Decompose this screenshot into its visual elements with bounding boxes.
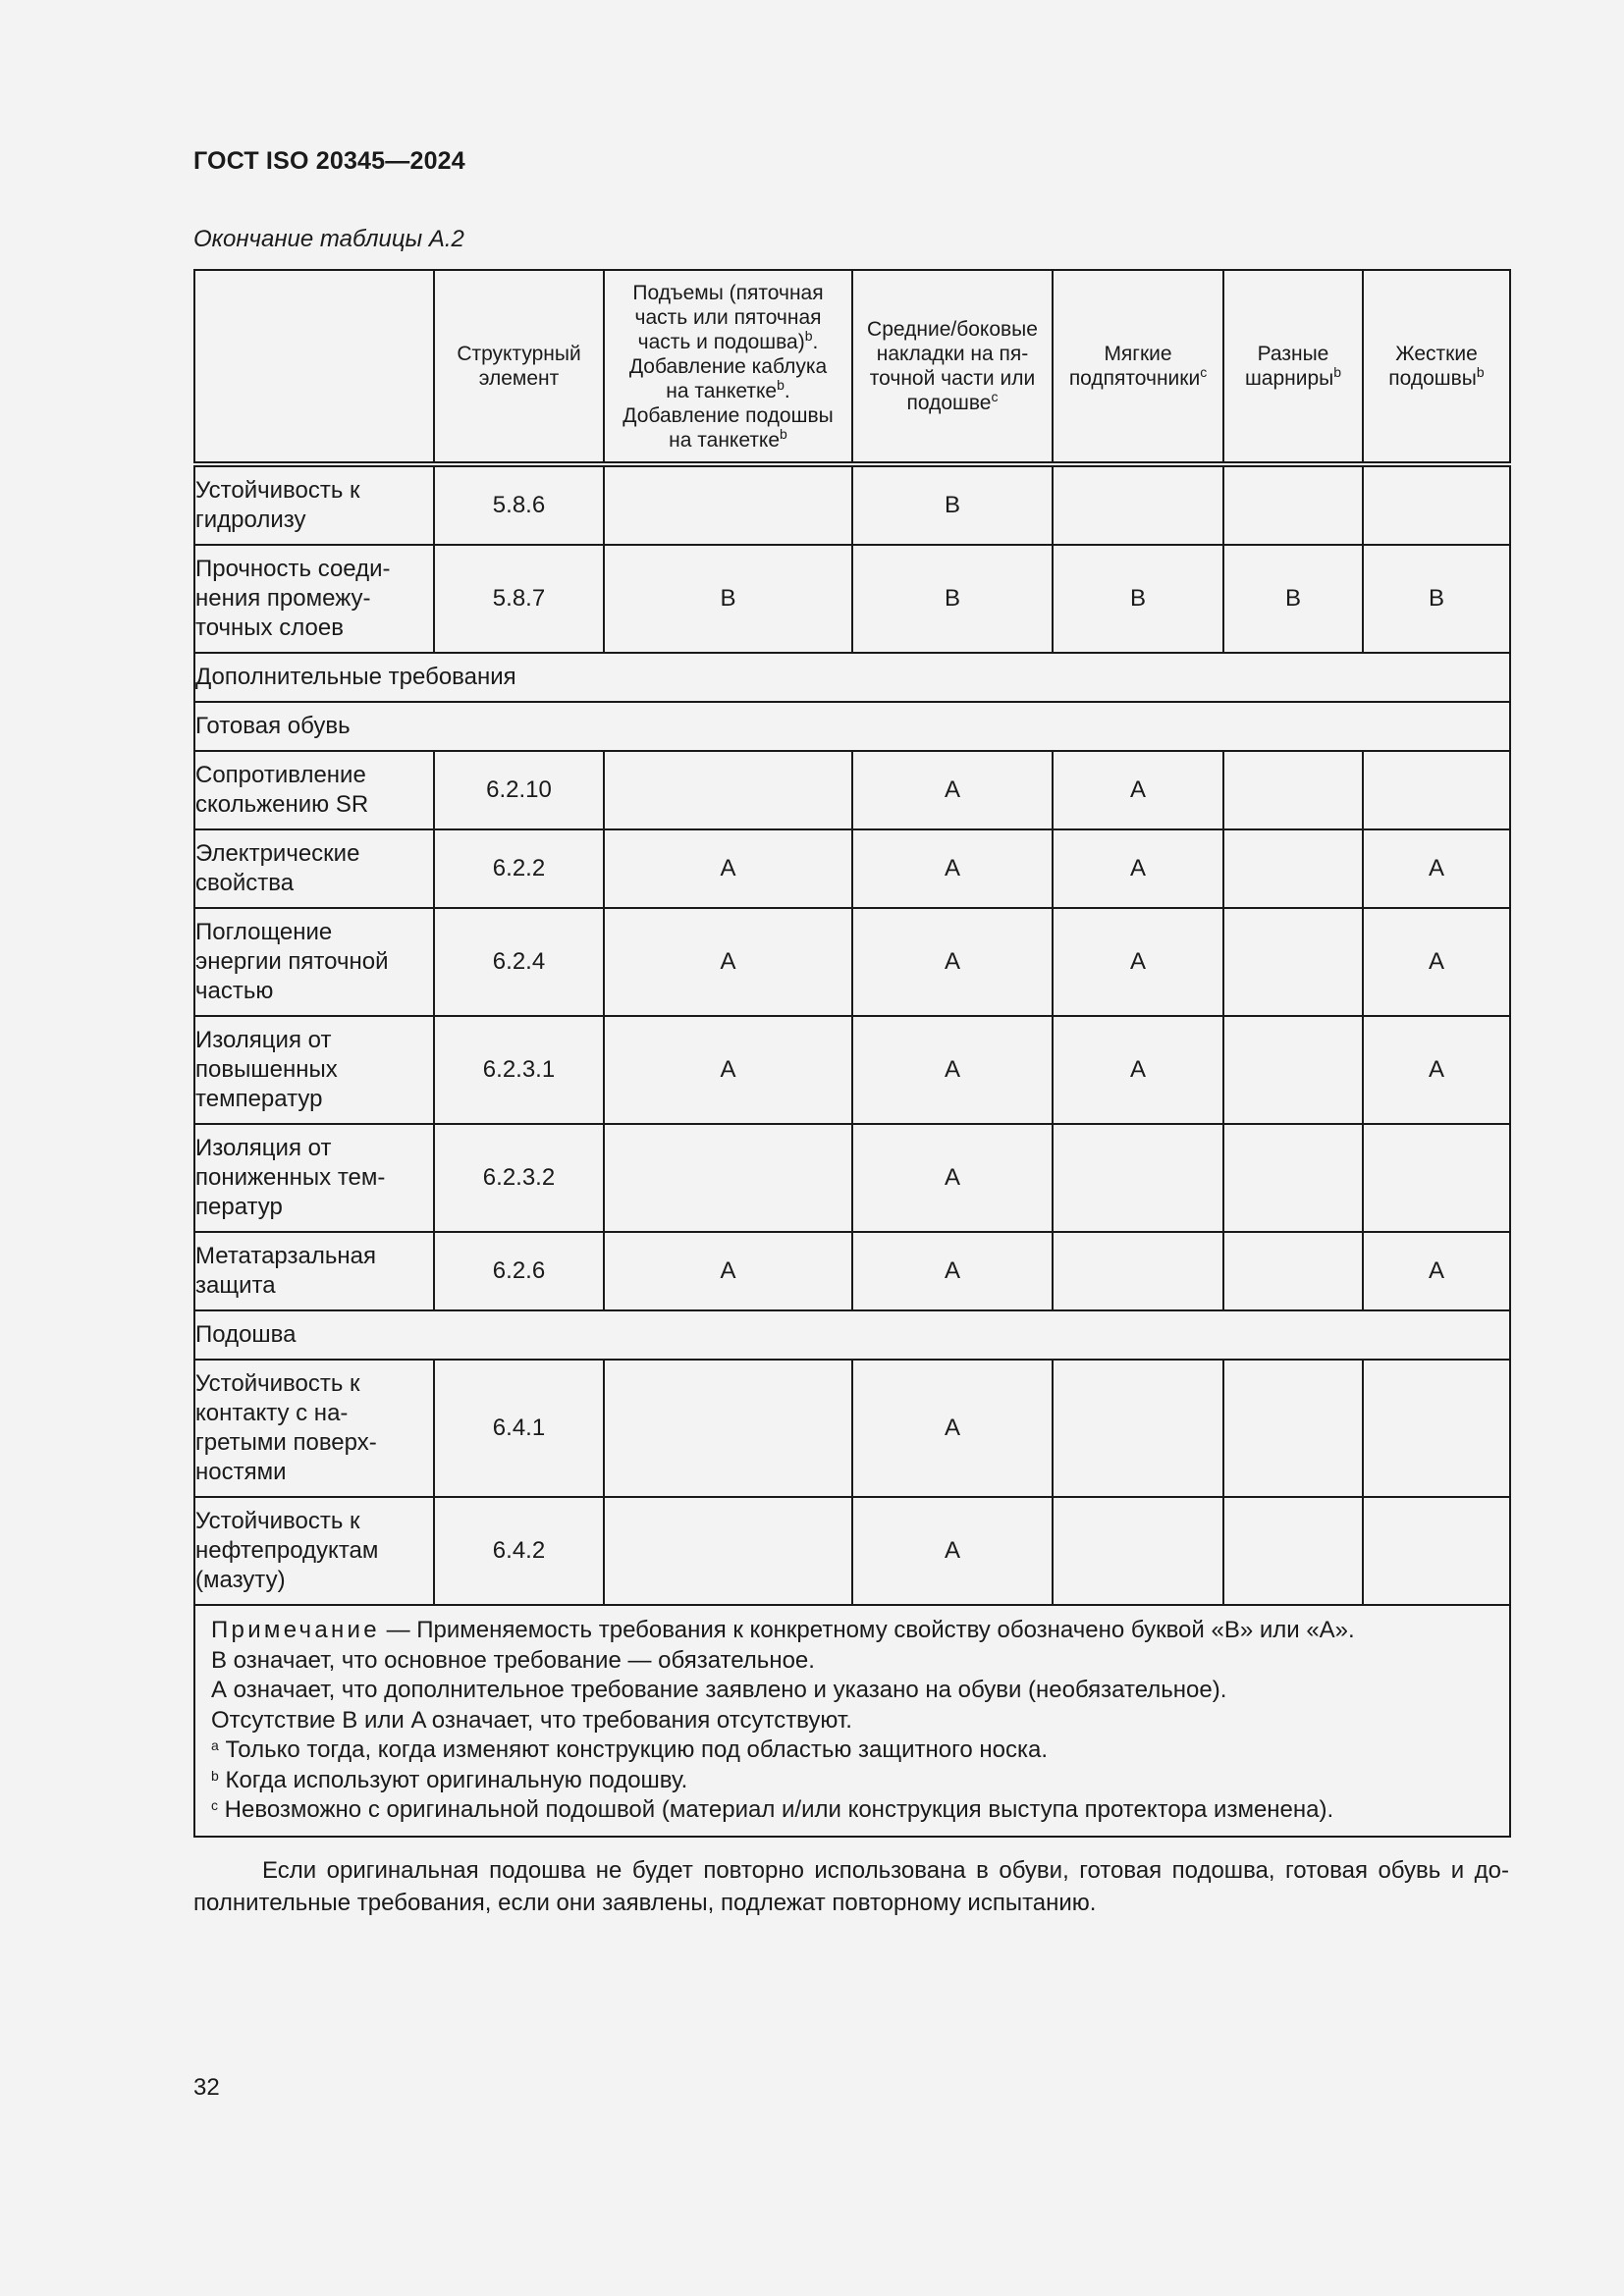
header-cell-soft-insoles: Мягкие подпяточники$^c$: [1053, 270, 1223, 464]
table-note-row: [194, 1605, 1510, 1837]
requirement-cell: B: [1363, 545, 1510, 653]
section-label: Подошва: [194, 1310, 1510, 1360]
requirement-cell: A: [852, 908, 1053, 1016]
property-cell: Изоляция от повышенных температур: [194, 1016, 434, 1124]
requirement-cell: B: [852, 464, 1053, 545]
section-label: Дополнительные требования: [194, 653, 1510, 702]
clause-cell: 6.2.10: [434, 751, 604, 829]
requirement-cell: B: [1223, 545, 1363, 653]
requirements-table: [193, 269, 1511, 1838]
clause-cell: 6.2.4: [434, 908, 604, 1016]
requirement-cell: A: [604, 829, 852, 908]
property-cell: Устойчивость к гидролизу: [194, 464, 434, 545]
requirement-cell: [1053, 464, 1223, 545]
clause-cell: 6.2.3.2: [434, 1124, 604, 1232]
note-label: Примечание: [211, 1617, 380, 1643]
footnote-a: $^a$ Только тогда, когда изменяют конструкцию под областью защитного носка.: [211, 1736, 1049, 1763]
table-note: [194, 1605, 1510, 1837]
document-header: ГОСТ ISO 20345—2024: [193, 147, 465, 175]
note-first-line: Примечание — Применяемость требования к конкретному свойству обозначено буквой «B» или «A».: [211, 1617, 1355, 1643]
table-section-row: [194, 1310, 1510, 1360]
note-line: А означает, что дополнительное требование заявлено и указано на обуви (необязательное).: [211, 1677, 1227, 1703]
requirement-cell: A: [604, 908, 852, 1016]
table-row: [194, 1124, 1510, 1232]
table-row: [194, 545, 1510, 653]
table-row: [194, 829, 1510, 908]
table-row: [194, 1016, 1510, 1124]
requirement-cell: A: [852, 1497, 1053, 1605]
requirement-cell: A: [1053, 751, 1223, 829]
note-line: Отсутствие B или A означает, что требования отсутствуют.: [211, 1706, 852, 1734]
table-row: [194, 1360, 1510, 1497]
property-cell: Метатарзальная защита: [194, 1232, 434, 1310]
requirement-cell: [1223, 464, 1363, 545]
requirement-cell: A: [852, 751, 1053, 829]
header-cell-hinges: Разные шарниры$^b$: [1223, 270, 1363, 464]
requirement-cell: [604, 1360, 852, 1497]
property-cell: Устойчивость к контакту с на- гретыми поверх- ностями: [194, 1360, 434, 1497]
requirement-cell: [604, 1497, 852, 1605]
property-cell: Изоляция от пониженных тем- ператур: [194, 1124, 434, 1232]
clause-cell: 6.2.2: [434, 829, 604, 908]
requirement-cell: A: [852, 1016, 1053, 1124]
clause-cell: 6.2.3.1: [434, 1016, 604, 1124]
body-paragraph: Если оригинальная подошва не будет повторно использована в обуви, готовая подошва, готовая обувь и до-полнительные требования, если они заявлены, подлежат повторному испытанию.: [193, 1857, 1509, 1916]
requirement-cell: [1053, 1360, 1223, 1497]
table-header-row: [194, 270, 1510, 464]
requirement-cell: [1223, 1232, 1363, 1310]
requirement-cell: A: [1363, 908, 1510, 1016]
header-cell-property: [194, 270, 434, 464]
requirement-cell: [1053, 1124, 1223, 1232]
property-cell: Электрические свойства: [194, 829, 434, 908]
requirement-cell: A: [852, 1360, 1053, 1497]
clause-cell: 6.4.1: [434, 1360, 604, 1497]
table-section-row: [194, 653, 1510, 702]
requirement-cell: B: [604, 545, 852, 653]
table-section-row: [194, 702, 1510, 751]
requirement-cell: [1223, 1360, 1363, 1497]
requirement-cell: [604, 751, 852, 829]
clause-cell: 5.8.6: [434, 464, 604, 545]
requirement-cell: [1223, 1124, 1363, 1232]
clause-cell: 6.2.6: [434, 1232, 604, 1310]
clause-cell: 6.4.2: [434, 1497, 604, 1605]
requirement-cell: [1223, 908, 1363, 1016]
property-cell: Устойчивость к нефтепродуктам (мазуту): [194, 1497, 434, 1605]
page-number: 32: [193, 2074, 220, 2101]
requirement-cell: B: [1053, 545, 1223, 653]
table-caption: Окончание таблицы А.2: [193, 226, 464, 252]
requirement-cell: [1223, 1016, 1363, 1124]
header-cell-uppers: Подъемы (пяточная часть или пяточная часть и подошва)$^b$. Добавление каблука на танкетке$^b$. Добавление подошвы на танкетке$^b$: [604, 270, 852, 464]
header-cell-rigid-soles: Жесткие подошвы$^b$: [1363, 270, 1510, 464]
requirement-cell: [1363, 464, 1510, 545]
requirement-cell: A: [1053, 1016, 1223, 1124]
header-cell-structural-element: Структурный элемент: [434, 270, 604, 464]
section-label: Готовая обувь: [194, 702, 1510, 751]
requirement-cell: A: [1363, 1232, 1510, 1310]
requirement-cell: A: [604, 1016, 852, 1124]
requirement-cell: [1363, 751, 1510, 829]
header-cell-side-pads: Средние/боковые накладки на пя-точной части или подошве$^c$: [852, 270, 1053, 464]
table-row: [194, 751, 1510, 829]
requirement-cell: [1363, 1497, 1510, 1605]
requirement-cell: A: [852, 829, 1053, 908]
table-row: [194, 464, 1510, 545]
requirement-cell: [1223, 829, 1363, 908]
requirement-cell: A: [1053, 829, 1223, 908]
requirement-cell: [1363, 1124, 1510, 1232]
requirement-cell: A: [1363, 1016, 1510, 1124]
requirement-cell: [1223, 1497, 1363, 1605]
requirement-cell: A: [1053, 908, 1223, 1016]
requirement-cell: [1363, 1360, 1510, 1497]
requirement-cell: [1053, 1497, 1223, 1605]
property-cell: Прочность соеди- нения промежу- точных слоев: [194, 545, 434, 653]
requirement-cell: A: [852, 1232, 1053, 1310]
requirement-cell: [1223, 751, 1363, 829]
requirement-cell: [1053, 1232, 1223, 1310]
footnote-c: $^c$ Невозможно с оригинальной подошвой (материал и/или конструкция выступа протектора изменена).: [211, 1796, 1334, 1823]
property-cell: Сопротивление скольжению SR: [194, 751, 434, 829]
footnote-b: $^b$ Когда используют оригинальную подошву.: [211, 1766, 688, 1793]
table-row: [194, 908, 1510, 1016]
requirement-cell: [604, 464, 852, 545]
clause-cell: 5.8.7: [434, 545, 604, 653]
requirement-cell: A: [1363, 829, 1510, 908]
requirement-cell: B: [852, 545, 1053, 653]
note-line: В означает, что основное требование — обязательное.: [211, 1646, 815, 1674]
property-cell: Поглощение энергии пяточной частью: [194, 908, 434, 1016]
table-row: [194, 1232, 1510, 1310]
table-row: [194, 1497, 1510, 1605]
requirement-cell: [604, 1124, 852, 1232]
requirement-cell: A: [852, 1124, 1053, 1232]
requirement-cell: A: [604, 1232, 852, 1310]
